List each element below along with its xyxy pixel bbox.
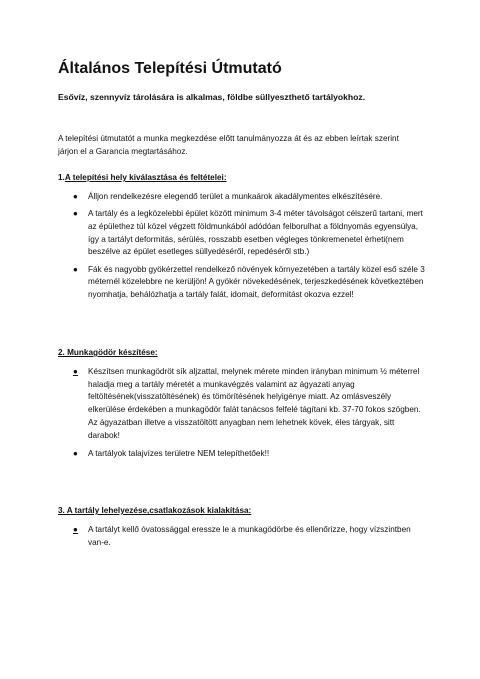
list-item-text: A tartályok talajvízes területre NEM telepíthetőek!! bbox=[88, 449, 270, 459]
section-3-list bbox=[58, 524, 426, 554]
section-1-prefix: 1. bbox=[58, 173, 65, 182]
section-2-heading bbox=[58, 348, 158, 357]
section-2-list bbox=[58, 366, 426, 465]
list-item bbox=[58, 448, 426, 461]
list-item bbox=[58, 208, 426, 259]
section-3-heading bbox=[58, 506, 251, 515]
list-item-text: A tartály és a legközelebbi épület között minimum 3-4 méter távolságot célszerű tartani, mert az épülethez túl közel végzett földmunkából adódóan felborulhat a földnyomás egyensúlya, így a tartályt deformitás, sérülés, rosszabb esetben végleges tönkremenetel érheti(nem beszélve az épület esetleges süllyedéséről, repedéséről stb.) bbox=[88, 209, 423, 257]
section-1-heading bbox=[58, 173, 227, 182]
list-item bbox=[58, 524, 426, 549]
document-subtitle: Esővíz, szennyvíz tárolására is alkalmas, földbe süllyeszthető tartályokhoz. bbox=[58, 92, 366, 102]
list-item bbox=[58, 191, 426, 204]
list-item bbox=[58, 366, 426, 442]
section-3-title: 3. A tartály lehelyezése,csatlakozások kialakítása: bbox=[58, 506, 252, 515]
bullet-icon: ● bbox=[73, 525, 78, 534]
bullet-icon: ● bbox=[73, 209, 78, 219]
list-item-text: Fák és nagyobb gyökérzettel rendelkező növények környezetében a tartály közel eső széle 3 méternél közelebbre ne kerüljön! A gyökér növekedésének, terjeszkedésének következtében nyomhatja, behálózhatja a tartály falát, idomait, deformitást okozva ezzel! bbox=[88, 264, 425, 299]
section-1-list bbox=[58, 191, 426, 306]
list-item-text: A tartályt kellő óvatossággal eressze le a munkagödörbe és ellenőrizze, hogy vízszintben van-e. bbox=[88, 525, 411, 547]
bullet-icon: ● bbox=[73, 367, 78, 376]
list-item-text: Álljon rendelkezésre elegendő terület a munkaárok akadálymentes elkészítésére. bbox=[88, 192, 383, 201]
bullet-icon: ● bbox=[73, 264, 78, 274]
list-item-text: Készítsen munkagödröt sík aljzattal, melynek mérete minden irányban minimum ½ méterrel haladja meg a tartály méretét a munkavégzés valamint az ágyazati anyag feltöltésének(visszatöltésének) és tömörítésének helyigénye miatt. Az omlásveszély elkerülése érdekében a munkagödör falát tanácsos felfelé tágítani kb. 37-70 fokos szögben. Az ágyazatban illetve a visszatöltött anyagban nem lehetnek kövek, éles tárgyak, sitt darabok! bbox=[88, 367, 421, 440]
section-2-title: 2. Munkagödör készítése: bbox=[58, 348, 158, 357]
intro-paragraph: A telepítési útmutatót a munka megkezdése előtt tanulmányozza át és az ebben leírtak szerint járjon el a Garancia megtartásához. bbox=[58, 134, 399, 156]
bullet-icon: ● bbox=[73, 449, 78, 459]
list-item bbox=[58, 264, 426, 302]
bullet-icon: ● bbox=[73, 192, 78, 201]
document-title: Általános Telepítési Útmutató bbox=[58, 60, 282, 77]
section-1-title: A telepítési hely kiválasztása és feltételei: bbox=[64, 173, 227, 182]
